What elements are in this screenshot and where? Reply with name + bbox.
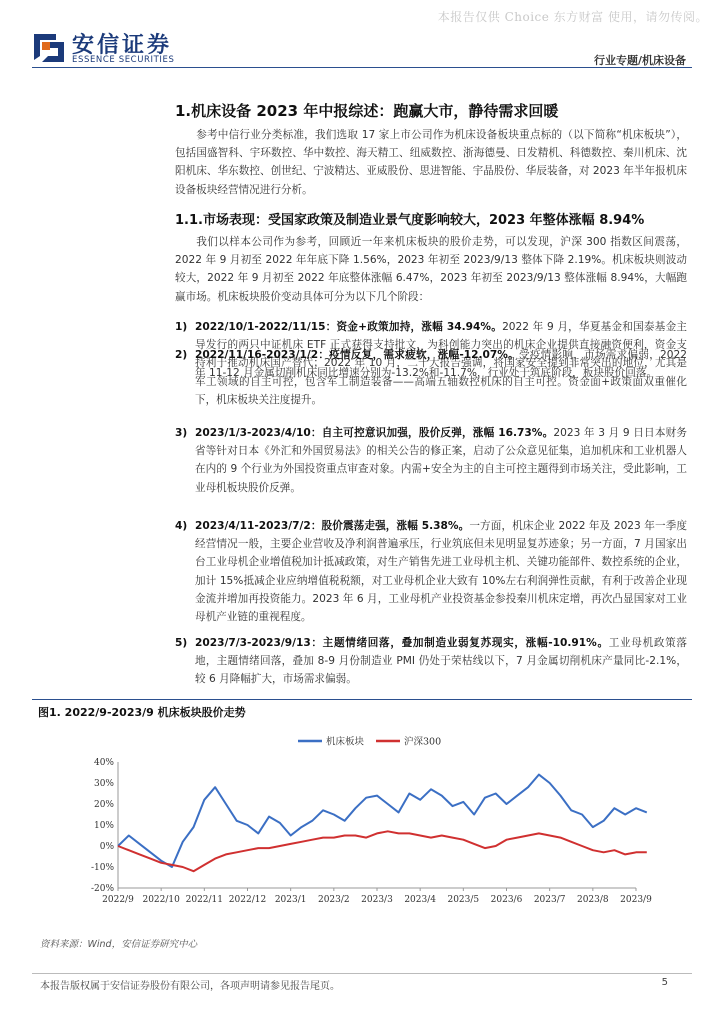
section-1-title: 1.机床设备 2023 年中报综述：跑赢大市，静待需求回暖 bbox=[175, 102, 559, 120]
phase-number: 4) bbox=[175, 520, 188, 532]
phase-heading: 2022/10/1-2022/11/15：资金+政策加持，涨幅 34.94%。 bbox=[195, 321, 503, 333]
figure-divider bbox=[32, 699, 692, 700]
legend-label: 机床板块 bbox=[326, 736, 365, 748]
y-tick-label: 0% bbox=[99, 842, 114, 852]
stock-trend-chart bbox=[80, 728, 680, 924]
x-tick-label: 2023/7 bbox=[533, 895, 566, 905]
phase-body: 受疫情影响，市场需求偏弱，2022 年 11-12 月金属切削机床同比增速分别为-13.2%和-11.7%，行业处于筑底阶段，板块股价回落。 bbox=[195, 349, 687, 380]
x-tick-label: 2023/2 bbox=[317, 895, 350, 905]
x-tick-label: 2022/11 bbox=[185, 895, 224, 905]
x-tick-label: 2022/9 bbox=[102, 895, 134, 905]
x-tick-label: 2023/1 bbox=[274, 895, 307, 905]
phase-number: 1) bbox=[175, 321, 188, 333]
watermark: 本报告仅供 Choice 东方财富 使用，请勿传阅。 bbox=[437, 10, 708, 24]
y-tick-label: -10% bbox=[90, 863, 114, 873]
logo-icon bbox=[32, 30, 66, 64]
phase-body: 2022 年 9 月，华夏基金和国泰基金主导发行的两只中证机床 ETF 正式获得支持批文，为科创能力突出的机床企业提供直接融资便利，资金支持利于推动机床国产替代；2022 年 10 月，二十大报告强调，将国家安全提到非常突出的地位，尤其是军工领域的自主可控，包含军工制造装备——高端五轴数控机床的自主可控。资金面+政策面双重催化下，机床板块关注度提升。 bbox=[195, 321, 687, 406]
header-divider bbox=[32, 67, 692, 68]
series-line bbox=[118, 831, 647, 871]
phase-item bbox=[175, 634, 687, 689]
phase-number: 5) bbox=[175, 637, 188, 649]
footer-disclaimer: 本报告版权属于安信证券股份有限公司，各项声明请参见报告尾页。 bbox=[40, 981, 340, 992]
figure-title: 图1. 2022/9-2023/9 机床板块股价走势 bbox=[38, 706, 246, 719]
phase-item bbox=[175, 517, 687, 626]
x-tick-label: 2023/8 bbox=[576, 895, 609, 905]
logo-en: ESSENCE SECURITIES bbox=[72, 55, 175, 65]
figure-source: 资料来源：Wind，安信证券研究中心 bbox=[40, 939, 198, 950]
x-tick-label: 2022/12 bbox=[228, 895, 267, 905]
phase-heading: 2022/11/16-2023/1/2：疫情反复，需求疲软，涨幅-12.07%。 bbox=[195, 349, 519, 361]
phase-body: 一方面，机床企业 2022 年及 2023 年一季度经营情况一般，主要企业营收及净利润普遍承压，行业筑底但未见明显复苏迹象；另一方面，7 月国家出台工业母机企业增值税加计抵减政策，对生产销售先进工业母机主机、关键功能部件、数控系统的企业，加计 15%抵减企业应纳增值税税额，对工业母机企业大致有 10%左右利润弹性贡献，有利于改善企业现金流并增加再投资能力。2023 年 6 月，工业母机产业投资基金参投秦川机床定增，再次凸显国家对工业母机产业链的重视程度。 bbox=[195, 520, 688, 624]
phase-heading: 2023/1/3-2023/4/10：自主可控意识加强，股价反弹，涨幅 16.73%。 bbox=[195, 427, 554, 439]
phase-number: 3) bbox=[175, 427, 188, 439]
footer-divider bbox=[32, 973, 692, 974]
x-tick-label: 2023/6 bbox=[490, 895, 523, 905]
phase-heading: 2023/4/11-2023/7/2：股价震荡走强，涨幅 5.38%。 bbox=[195, 520, 470, 532]
section-1-intro: 参考中信行业分类标准，我们选取 17 家上市公司作为机床设备板块重点标的（以下简称“机床板块”），包括国盛智科、宇环数控、华中数控、海天精工、纽威数控、浙海德曼、日发精机、科德数控、秦川机床、沈阳机床、华东数控、创世纪、宁波精达、亚威股份、思进智能、宇晶股份、华辰装备，对 2023 年半年报机床设备板块经营情况进行分析。 bbox=[175, 129, 687, 196]
y-tick-label: 30% bbox=[93, 779, 114, 789]
phase-number: 2) bbox=[175, 349, 188, 361]
phase-body: 2023 年 3 月 9 日日本财务省等针对日本《外汇和外国贸易法》的相关公告的修正案，启动了公众意见征集，追加机床和工业机器人在内的 9 个行业为外国投资重点审查对象。内需+安全为主的自主可控主题得到市场关注，受此影响，工业母机板块股价反弹。 bbox=[195, 427, 687, 494]
phase-body: 工业母机政策落地，主题情绪回落，叠加 8-9 月份制造业 PMI 仍处于荣枯线以下，7 月金属切削机床产量同比-2.1%，较 6 月降幅扩大，市场需求偏弱。 bbox=[195, 637, 688, 686]
page-number: 5 bbox=[661, 977, 668, 988]
series-line bbox=[118, 775, 647, 867]
y-tick-label: 10% bbox=[93, 821, 114, 831]
logo-cn: 安信证券 bbox=[72, 33, 173, 58]
phase-item bbox=[175, 424, 687, 497]
legend-label: 沪深300 bbox=[404, 736, 442, 748]
x-tick-label: 2023/4 bbox=[404, 895, 437, 905]
x-tick-label: 2023/3 bbox=[361, 895, 393, 905]
x-tick-label: 2022/10 bbox=[142, 895, 180, 905]
x-tick-label: 2023/5 bbox=[447, 895, 480, 905]
section-1-1-title: 1.1.市场表现：受国家政策及制造业景气度影响较大，2023 年整体涨幅 8.94% bbox=[175, 213, 645, 228]
section-1-1-intro: 我们以样本公司作为参考，回顾近一年来机床板块的股价走势，可以发现，沪深 300 指数区间震荡，2022 年 9 月初至 2022 年年底下降 1.56%，2023 年初至 2023/9/13 整体下降 2.19%。机床板块则波动较大，2022 年 9 月初至 2022 年底整体涨幅 6.47%，2023 年初至 2023/9/13 整体涨幅 8.94%，大幅跑赢市场。机床板块股价变动具体可分为以下几个阶段： bbox=[175, 236, 687, 303]
y-tick-label: -20% bbox=[90, 884, 114, 894]
x-tick-label: 2023/9 bbox=[620, 895, 652, 905]
header-section: 行业专题/机床设备 bbox=[593, 54, 686, 67]
y-tick-label: 20% bbox=[93, 800, 114, 810]
phase-heading: 2023/7/3-2023/9/13：主题情绪回落，叠加制造业弱复苏现实，涨幅-10.91%。 bbox=[195, 637, 609, 649]
phase-item bbox=[175, 346, 687, 382]
y-tick-label: 40% bbox=[93, 758, 114, 768]
